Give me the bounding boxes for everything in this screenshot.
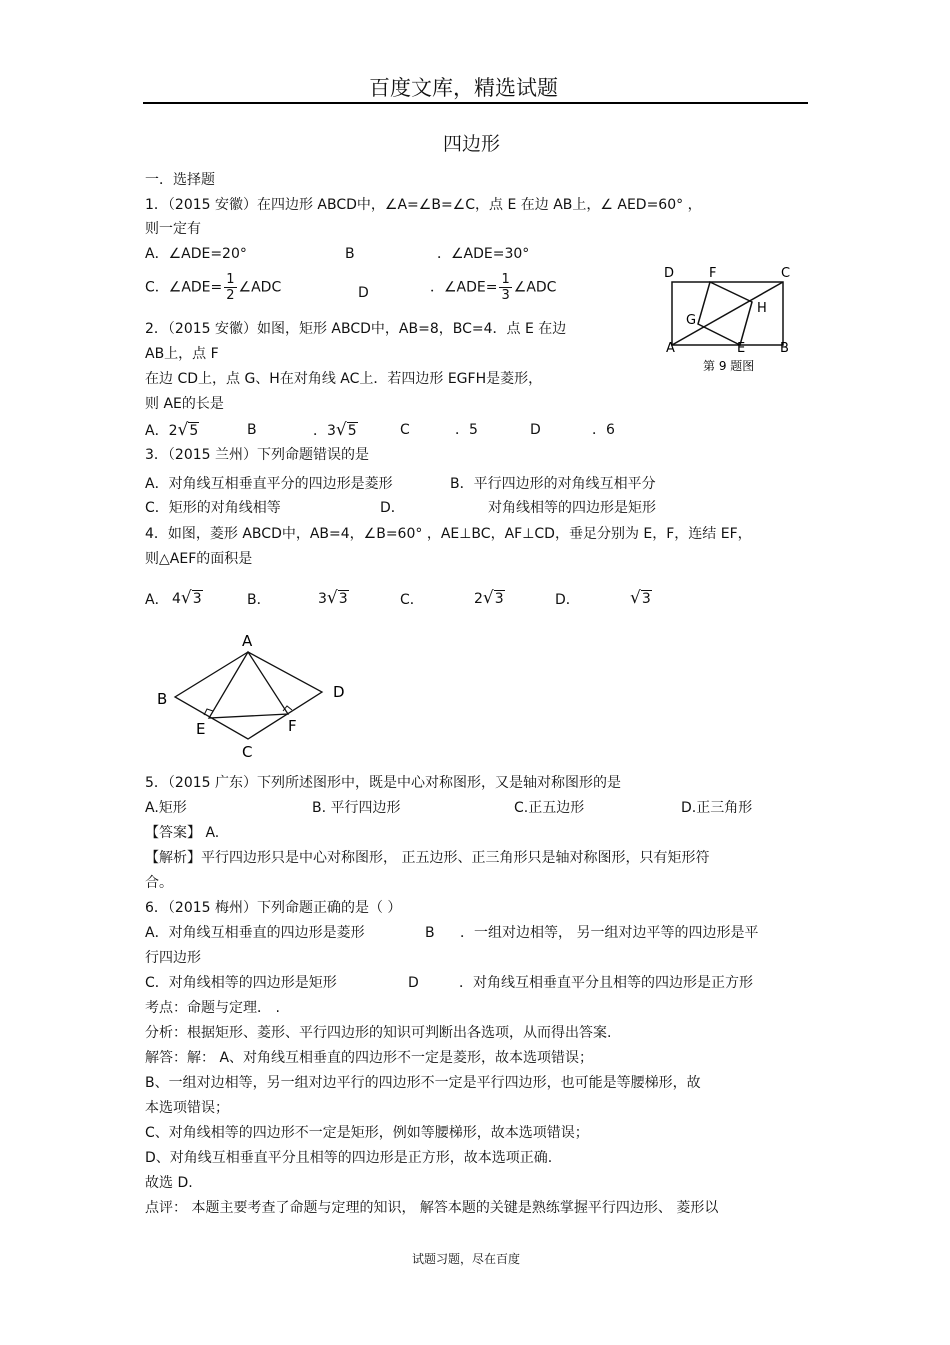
header-rule <box>143 102 808 104</box>
label-g: G <box>686 313 697 328</box>
q2-option-b-letter: B <box>247 422 257 438</box>
q1-option-c-prefix: C．∠ADE= <box>145 279 223 296</box>
sqrt-symbol: √ <box>630 588 641 608</box>
q2-option-d: ．6 <box>592 422 615 438</box>
q6-option-a: A．对角线互相垂直的四边形是菱形 <box>145 925 365 941</box>
q3-option-c: C．矩形的对角线相等 <box>145 500 281 516</box>
label-c: C <box>781 266 791 281</box>
q1-option-a: A．∠ADE=20° <box>145 246 247 262</box>
q2-line2: AB上，点 F <box>145 346 219 362</box>
q1-option-b: ．∠ADE=30° <box>437 246 530 262</box>
q1-option-c-fraction <box>224 272 236 303</box>
q6-fenxi: 分析：根据矩形、菱形、平行四边形的知识可判断出各选项，从而得出答案. <box>145 1025 612 1041</box>
q4-option-b-coef: 3 <box>318 591 327 607</box>
q1-option-d-suffix: ∠ADC <box>513 279 557 296</box>
label-f: F <box>288 717 297 735</box>
label-h: H <box>757 301 767 316</box>
sqrt-symbol: √ <box>335 420 347 440</box>
rectangle-figure <box>660 262 800 377</box>
section-heading: 一．选择题 <box>145 172 215 188</box>
q1-option-d-fraction <box>499 272 511 303</box>
q6-option-b-continued: 行四边形 <box>145 950 201 966</box>
q6-explain-c: C、对角线相等的四边形不一定是矩形，例如等腰梯形，故本选项错误； <box>145 1125 589 1141</box>
sqrt-symbol: √ <box>326 588 338 608</box>
label-f: F <box>709 266 717 281</box>
q6-option-b: ．一组对边相等， 另一组对边平等的四边形是平 <box>460 925 759 941</box>
label-d: D <box>664 266 675 281</box>
q4-option-b <box>318 589 349 608</box>
triangle-aef <box>209 652 288 718</box>
sqrt-symbol: √ <box>177 420 189 440</box>
q1-stem-line1: 1．（2015 安徽）在四边形 ABCD中，∠A=∠B=∠C，点 E 在边 AB上，∠ AED=60° ， <box>145 197 702 213</box>
q1-option-d <box>430 272 556 303</box>
q6-jieda: 解答：解： A、对角线互相垂直的四边形不一定是菱形，故本选项错误； <box>145 1050 594 1066</box>
q5-stem: 5．（2015 广东）下列所述图形中，既是中心对称图形，又是轴对称图形的是 <box>145 775 621 791</box>
q1-option-d-letter: D <box>358 285 369 301</box>
page-footer: 试题习题，尽在百度 <box>412 1252 521 1266</box>
fraction-numerator: 1 <box>501 272 510 287</box>
q6-explain-b-line2: 本选项错误； <box>145 1100 229 1116</box>
q2-option-b-radicand: 5 <box>347 423 357 439</box>
q1-option-d-prefix: ．∠ADE= <box>430 279 498 296</box>
q5-option-b: B. 平行四边形 <box>312 800 401 816</box>
label-b: B <box>157 690 168 708</box>
label-e: E <box>196 720 206 738</box>
sqrt-symbol: √ <box>482 588 494 608</box>
q4-option-a-coef: 4 <box>172 591 181 607</box>
q5-option-c: C.正五边形 <box>514 800 585 816</box>
q4-option-c <box>474 589 505 608</box>
q3-option-a: A．对角线互相垂直平分的四边形是菱形 <box>145 476 393 492</box>
q4-option-b-letter: B． <box>247 592 271 608</box>
q2-option-b-prefix: ． <box>313 423 327 439</box>
q5-analysis-line1: 【解析】平行四边形只是中心对称图形， 正五边形、正三角形只是轴对称图形，只有矩形符 <box>145 850 710 866</box>
q2-option-a-letter: A． <box>145 423 169 439</box>
q2-option-b-coef: 3 <box>327 423 336 439</box>
q4-option-a-letter: A． <box>145 592 169 608</box>
q4-line2: 则△AEF的面积是 <box>145 551 253 567</box>
figure-caption: 第 9 题图 <box>703 359 755 373</box>
q4-line1: 4．如图，菱形 ABCD中，AB=4，∠B=60° ，AE⊥BC，AF⊥CD，垂足分别为 E，F，连结 EF， <box>145 526 752 542</box>
label-a: A <box>666 341 675 356</box>
q6-option-b-letter: B <box>425 925 435 941</box>
q2-line1: 2．（2015 安徽）如图，矩形 ABCD中，AB=8，BC=4．点 E 在边 <box>145 321 567 337</box>
label-b: B <box>780 341 789 356</box>
q3-option-d: 对角线相等的四边形是矩形 <box>488 500 656 516</box>
q6-explain-d: D、对角线互相垂直平分且相等的四边形是正方形，故本选项正确. <box>145 1150 553 1166</box>
q2-option-c: ．5 <box>455 422 478 438</box>
fraction-denominator: 2 <box>226 288 235 303</box>
q1-stem-line2: 则一定有 <box>145 221 201 237</box>
fraction-denominator: 3 <box>501 288 510 303</box>
q3-option-b: B．平行四边形的对角线互相平分 <box>450 476 656 492</box>
q4-option-d <box>630 589 652 608</box>
q4-option-a <box>172 589 203 608</box>
q3-stem: 3．（2015 兰州）下列命题错误的是 <box>145 447 369 463</box>
q6-choice: 故选 D. <box>145 1175 193 1191</box>
q2-option-a <box>145 421 199 440</box>
q2-line3: 在边 CD上，点 G、H在对角线 AC上．若四边形 EGFH是菱形， <box>145 371 543 387</box>
q2-option-c-letter: C <box>400 422 410 438</box>
q4-option-b-radicand: 3 <box>338 591 348 607</box>
q2-option-b <box>313 421 358 440</box>
q6-option-d-letter: D <box>408 975 419 991</box>
q4-option-a-radicand: 3 <box>192 591 202 607</box>
q5-option-d: D.正三角形 <box>681 800 753 816</box>
q5-option-a: A.矩形 <box>145 800 187 816</box>
q6-option-c: C．对角线相等的四边形是矩形 <box>145 975 337 991</box>
q4-option-d-radicand: 3 <box>641 591 651 607</box>
q4-option-c-letter: C． <box>400 592 424 608</box>
page-header: 百度文库，精选试题 <box>369 76 558 100</box>
rhombus-egfh <box>698 282 752 345</box>
q4-option-c-coef: 2 <box>474 591 483 607</box>
q6-kaodian: 考点：命题与定理． . <box>145 1000 280 1016</box>
q4-option-d-letter: D． <box>555 592 580 608</box>
q2-option-d-letter: D <box>530 422 541 438</box>
q4-option-c-radicand: 3 <box>494 591 504 607</box>
q1-option-c <box>145 272 281 303</box>
q3-option-d-letter: D． <box>380 500 405 516</box>
label-a: A <box>242 632 253 650</box>
q6-explain-b-line1: B、一组对边相等，另一组对边平行的四边形不一定是平行四边形，也可能是等腰梯形，故 <box>145 1075 701 1091</box>
q2-line4: 则 AE的长是 <box>145 396 224 412</box>
fraction-numerator: 1 <box>226 272 235 287</box>
label-d: D <box>333 683 345 701</box>
q6-stem: 6．（2015 梅州）下列命题正确的是（ ） <box>145 900 402 916</box>
label-c: C <box>242 743 253 761</box>
q1-option-b-letter: B <box>345 246 355 262</box>
q2-option-a-radicand: 5 <box>189 423 199 439</box>
q2-option-a-coef: 2 <box>168 423 178 439</box>
rhombus-figure <box>150 628 355 763</box>
q6-option-d: ．对角线互相垂直平分且相等的四边形是正方形 <box>459 975 753 991</box>
label-e: E <box>737 341 746 356</box>
q5-answer: 【答案】 A. <box>145 825 220 841</box>
q1-option-c-suffix: ∠ADC <box>238 279 282 296</box>
q6-dianping: 点评： 本题主要考查了命题与定理的知识， 解答本题的关键是熟练掌握平行四边形、 菱形以 <box>145 1200 719 1216</box>
doc-title: 四边形 <box>443 133 501 155</box>
sqrt-symbol: √ <box>180 588 192 608</box>
q5-analysis-line2: 合。 <box>145 875 173 891</box>
